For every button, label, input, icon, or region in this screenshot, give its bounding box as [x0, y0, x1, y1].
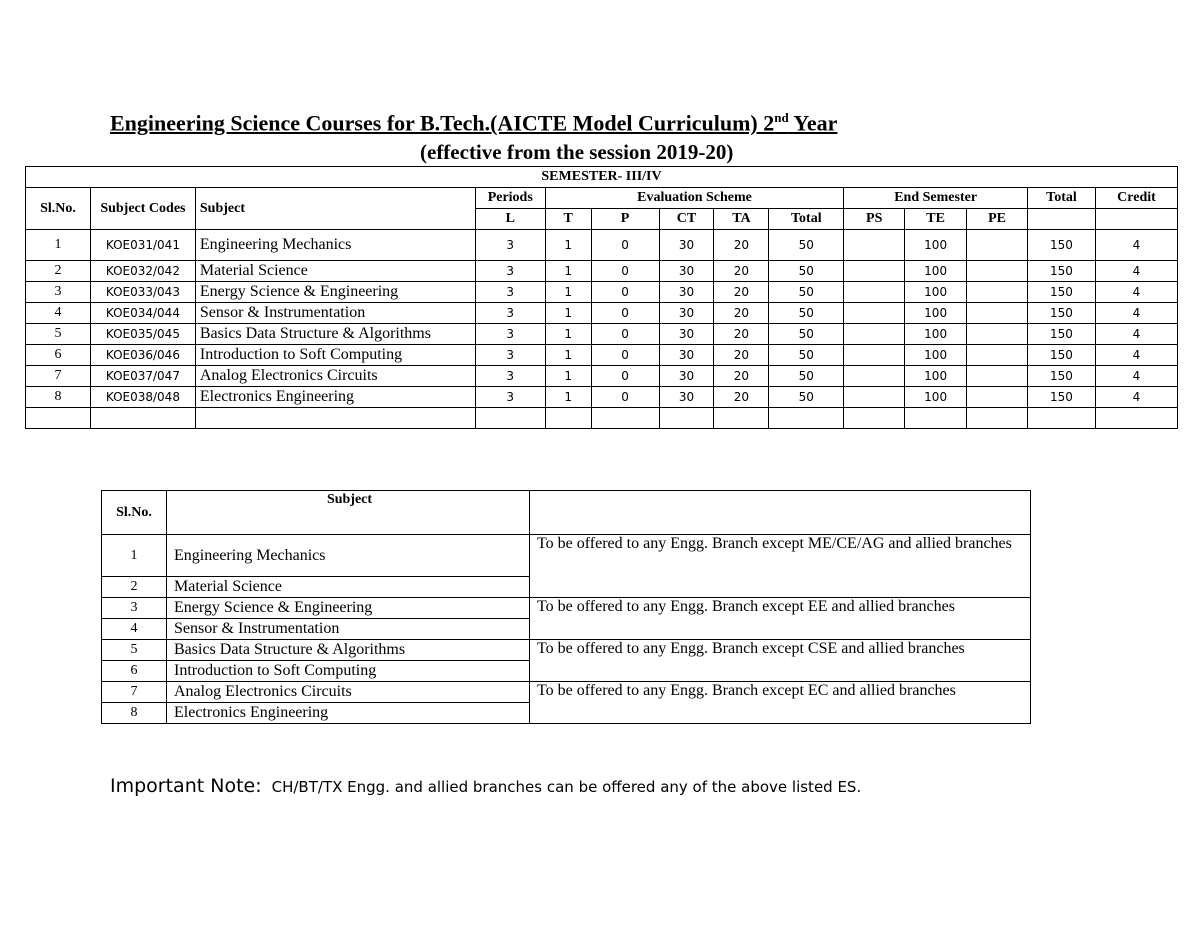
col-header-periods: Periods [475, 188, 545, 209]
empty-cell [844, 408, 905, 429]
cell-ta: 20 [714, 230, 769, 261]
col-header-subject: Subject [167, 491, 530, 535]
offer-sl: 8 [102, 703, 167, 724]
cell-te: 100 [905, 230, 967, 261]
cell-credit: 4 [1095, 387, 1177, 408]
empty-cell [545, 408, 591, 429]
cell-te: 100 [905, 366, 967, 387]
cell-pe [967, 345, 1028, 366]
col-header-subject: Subject [195, 188, 475, 230]
cell-tot: 50 [769, 324, 844, 345]
cell-credit: 4 [1095, 324, 1177, 345]
cell-ta: 20 [714, 324, 769, 345]
cell-p: 0 [591, 282, 659, 303]
cell-sl: 4 [26, 303, 91, 324]
cell-subject: Introduction to Soft Computing [195, 345, 475, 366]
empty-header-cell [530, 491, 1031, 535]
cell-pe [967, 324, 1028, 345]
table-row [26, 303, 1178, 324]
cell-pe [967, 366, 1028, 387]
offer-subject: Material Science [167, 577, 530, 598]
subcol-TA: TA [714, 209, 769, 230]
offer-note: To be offered to any Engg. Branch except ME/CE/AG and allied branches [530, 535, 1031, 598]
offer-sl: 6 [102, 661, 167, 682]
cell-p: 0 [591, 387, 659, 408]
col-header-slno: Sl.No. [26, 188, 91, 230]
cell-t: 1 [545, 303, 591, 324]
cell-l: 3 [475, 324, 545, 345]
empty-cell [26, 408, 91, 429]
empty-cell [1095, 408, 1177, 429]
cell-ct: 30 [659, 366, 714, 387]
empty-cell [195, 408, 475, 429]
cell-subject: Engineering Mechanics [195, 230, 475, 261]
cell-ta: 20 [714, 282, 769, 303]
offer-sl: 1 [102, 535, 167, 577]
subcol-T: T [545, 209, 591, 230]
cell-sl: 6 [26, 345, 91, 366]
cell-t: 1 [545, 261, 591, 282]
cell-ct: 30 [659, 303, 714, 324]
cell-subject: Electronics Engineering [195, 387, 475, 408]
cell-ps [844, 366, 905, 387]
title-superscript: nd [774, 110, 789, 125]
page-title [110, 110, 837, 136]
table-row [26, 324, 1178, 345]
table-row [26, 345, 1178, 366]
cell-total: 150 [1028, 303, 1096, 324]
offer-note: To be offered to any Engg. Branch except EC and allied branches [530, 682, 1031, 724]
cell-credit: 4 [1095, 261, 1177, 282]
cell-credit: 4 [1095, 303, 1177, 324]
empty-cell [714, 408, 769, 429]
cell-ta: 20 [714, 345, 769, 366]
empty-cell [1095, 209, 1177, 230]
offer-subject: Electronics Engineering [167, 703, 530, 724]
empty-cell [905, 408, 967, 429]
cell-l: 3 [475, 282, 545, 303]
cell-t: 1 [545, 366, 591, 387]
cell-ta: 20 [714, 366, 769, 387]
cell-ct: 30 [659, 261, 714, 282]
cell-l: 3 [475, 345, 545, 366]
table-row [26, 282, 1178, 303]
cell-ct: 30 [659, 324, 714, 345]
offer-subject: Engineering Mechanics [167, 535, 530, 577]
cell-pe [967, 303, 1028, 324]
cell-subject: Basics Data Structure & Algorithms [195, 324, 475, 345]
cell-tot: 50 [769, 366, 844, 387]
col-header-endsem: End Semester [844, 188, 1028, 209]
offer-sl: 2 [102, 577, 167, 598]
cell-code: KOE038/048 [90, 387, 195, 408]
empty-cell [90, 408, 195, 429]
cell-credit: 4 [1095, 366, 1177, 387]
cell-total: 150 [1028, 387, 1096, 408]
cell-te: 100 [905, 261, 967, 282]
table-row [26, 387, 1178, 408]
empty-cell [591, 408, 659, 429]
title-text: Engineering Science Courses for B.Tech.(AICTE Model Curriculum) 2 [110, 110, 775, 136]
cell-ps [844, 324, 905, 345]
cell-ps [844, 261, 905, 282]
table-row [26, 230, 1178, 261]
offer-subject: Sensor & Instrumentation [167, 619, 530, 640]
cell-l: 3 [475, 366, 545, 387]
col-header-codes: Subject Codes [90, 188, 195, 230]
offer-note: To be offered to any Engg. Branch except EE and allied branches [530, 598, 1031, 640]
col-header-credit: Credit [1095, 188, 1177, 209]
subcol-TE: TE [905, 209, 967, 230]
cell-sl: 7 [26, 366, 91, 387]
cell-credit: 4 [1095, 345, 1177, 366]
cell-te: 100 [905, 387, 967, 408]
cell-tot: 50 [769, 387, 844, 408]
cell-p: 0 [591, 324, 659, 345]
cell-total: 150 [1028, 345, 1096, 366]
subcol-CT: CT [659, 209, 714, 230]
cell-code: KOE035/045 [90, 324, 195, 345]
cell-ps [844, 282, 905, 303]
offer-sl: 3 [102, 598, 167, 619]
cell-l: 3 [475, 303, 545, 324]
col-header-total: Total [1028, 188, 1096, 209]
cell-code: KOE036/046 [90, 345, 195, 366]
offer-subject: Energy Science & Engineering [167, 598, 530, 619]
cell-total: 150 [1028, 324, 1096, 345]
subcol-total: Total [769, 209, 844, 230]
cell-subject: Energy Science & Engineering [195, 282, 475, 303]
important-note-label: Important Note: [110, 775, 262, 797]
cell-credit: 4 [1095, 230, 1177, 261]
cell-sl: 8 [26, 387, 91, 408]
subcol-PE: PE [967, 209, 1028, 230]
cell-t: 1 [545, 324, 591, 345]
empty-cell [475, 408, 545, 429]
cell-ta: 20 [714, 261, 769, 282]
course-table [25, 166, 1178, 429]
cell-pe [967, 387, 1028, 408]
cell-ps [844, 345, 905, 366]
important-note-text: CH/BT/TX Engg. and allied branches can be offered any of the above listed ES. [271, 778, 862, 796]
empty-cell [967, 408, 1028, 429]
cell-sl: 3 [26, 282, 91, 303]
cell-pe [967, 230, 1028, 261]
cell-ta: 20 [714, 387, 769, 408]
cell-t: 1 [545, 282, 591, 303]
cell-tot: 50 [769, 261, 844, 282]
empty-cell [659, 408, 714, 429]
col-header-slno: Sl.No. [102, 491, 167, 535]
cell-code: KOE032/042 [90, 261, 195, 282]
cell-tot: 50 [769, 303, 844, 324]
cell-ps [844, 230, 905, 261]
course-table-body [26, 230, 1178, 408]
empty-cell [769, 408, 844, 429]
cell-tot: 50 [769, 230, 844, 261]
cell-tot: 50 [769, 345, 844, 366]
cell-sl: 2 [26, 261, 91, 282]
cell-l: 3 [475, 261, 545, 282]
offer-sl: 7 [102, 682, 167, 703]
page-subtitle: (effective from the session 2019-20) [420, 140, 734, 164]
cell-sl: 5 [26, 324, 91, 345]
subcol-P: P [591, 209, 659, 230]
empty-cell [1028, 408, 1096, 429]
offer-subject: Introduction to Soft Computing [167, 661, 530, 682]
cell-p: 0 [591, 230, 659, 261]
cell-p: 0 [591, 303, 659, 324]
cell-ps [844, 303, 905, 324]
empty-cell [1028, 209, 1096, 230]
cell-l: 3 [475, 230, 545, 261]
cell-ps [844, 387, 905, 408]
important-note [110, 775, 861, 797]
table-row [26, 261, 1178, 282]
cell-code: KOE034/044 [90, 303, 195, 324]
subcol-L: L [475, 209, 545, 230]
cell-te: 100 [905, 303, 967, 324]
cell-total: 150 [1028, 230, 1096, 261]
offer-subject: Basics Data Structure & Algorithms [167, 640, 530, 661]
cell-pe [967, 282, 1028, 303]
cell-tot: 50 [769, 282, 844, 303]
cell-p: 0 [591, 366, 659, 387]
cell-ct: 30 [659, 387, 714, 408]
cell-subject: Material Science [195, 261, 475, 282]
offer-sl: 4 [102, 619, 167, 640]
cell-sl: 1 [26, 230, 91, 261]
offer-subject: Analog Electronics Circuits [167, 682, 530, 703]
offer-sl: 5 [102, 640, 167, 661]
cell-total: 150 [1028, 261, 1096, 282]
cell-ta: 20 [714, 303, 769, 324]
cell-ct: 30 [659, 282, 714, 303]
cell-pe [967, 261, 1028, 282]
cell-p: 0 [591, 261, 659, 282]
cell-subject: Analog Electronics Circuits [195, 366, 475, 387]
offering-table [101, 490, 1031, 724]
cell-subject: Sensor & Instrumentation [195, 303, 475, 324]
cell-code: KOE031/041 [90, 230, 195, 261]
table-row [26, 366, 1178, 387]
cell-code: KOE033/043 [90, 282, 195, 303]
offer-note: To be offered to any Engg. Branch except CSE and allied branches [530, 640, 1031, 682]
semester-header: SEMESTER- III/IV [26, 167, 1178, 188]
cell-p: 0 [591, 345, 659, 366]
cell-ct: 30 [659, 345, 714, 366]
cell-ct: 30 [659, 230, 714, 261]
cell-te: 100 [905, 345, 967, 366]
cell-te: 100 [905, 282, 967, 303]
subcol-PS: PS [844, 209, 905, 230]
cell-total: 150 [1028, 282, 1096, 303]
cell-total: 150 [1028, 366, 1096, 387]
title-end: Year [788, 110, 838, 136]
cell-credit: 4 [1095, 282, 1177, 303]
col-header-eval: Evaluation Scheme [545, 188, 844, 209]
cell-te: 100 [905, 324, 967, 345]
cell-t: 1 [545, 387, 591, 408]
cell-t: 1 [545, 230, 591, 261]
cell-l: 3 [475, 387, 545, 408]
cell-code: KOE037/047 [90, 366, 195, 387]
cell-t: 1 [545, 345, 591, 366]
